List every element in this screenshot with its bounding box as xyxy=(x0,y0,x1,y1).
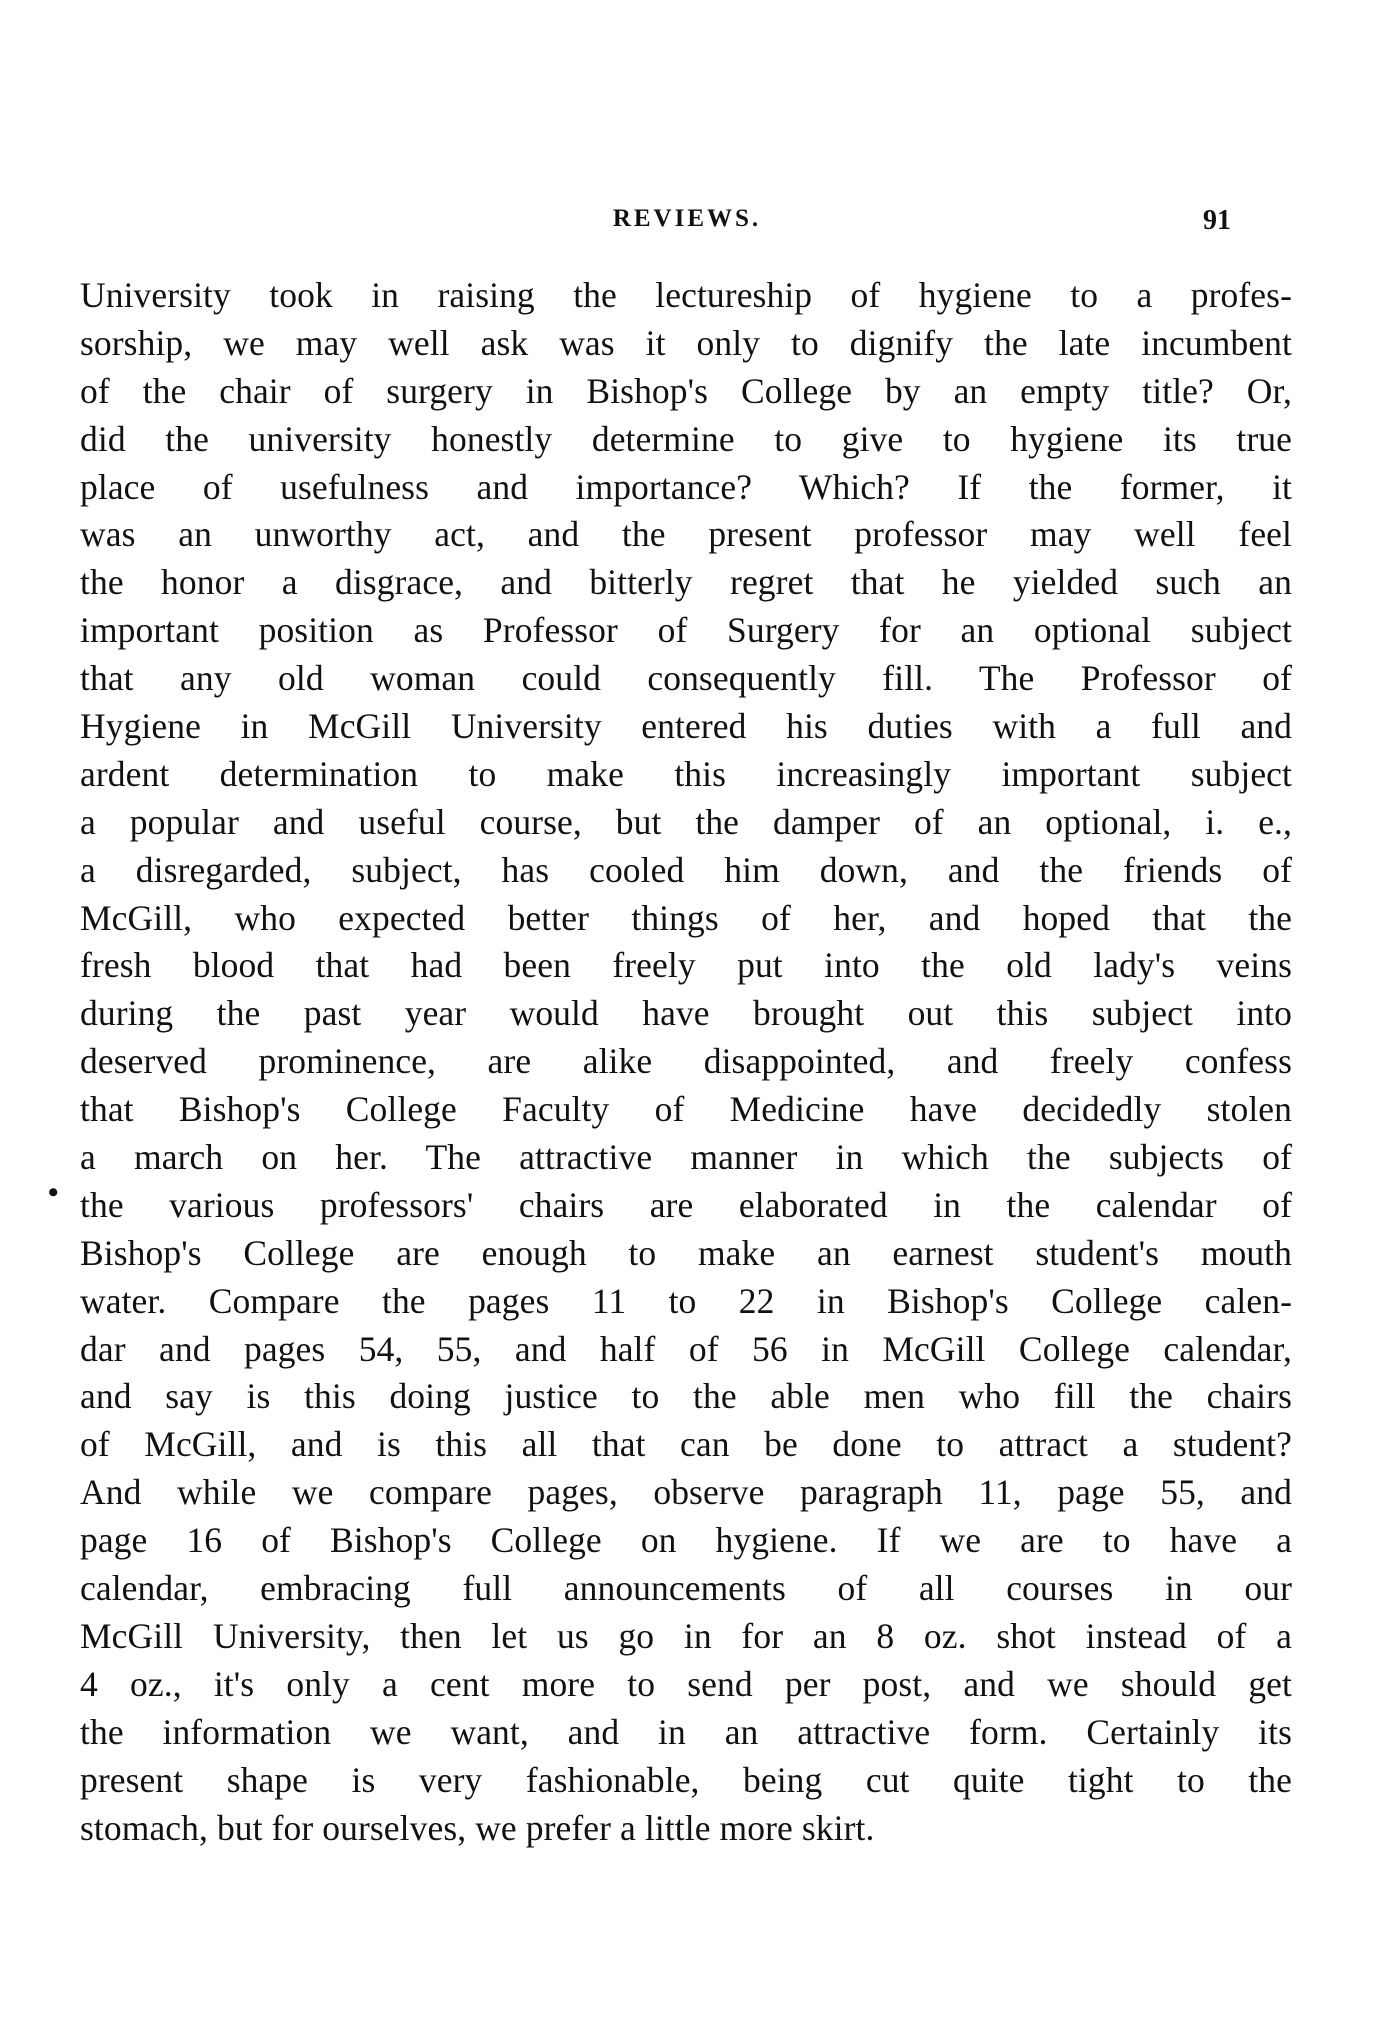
text-line: a march on her. The attractive manner in which the subjects of xyxy=(80,1137,1292,1178)
text-line: And while we compare pages, observe paragraph 11, page 55, and xyxy=(80,1472,1292,1513)
running-title: REVIEWS. xyxy=(612,205,762,232)
text-line: ardent determination to make this increasingly important subject xyxy=(80,753,1292,794)
text-line: that Bishop's College Faculty of Medicine have decidedly stolen xyxy=(80,1089,1292,1130)
text-line: water. Compare the pages 11 to 22 in Bishop's College calen- xyxy=(80,1280,1292,1321)
text-line: and say is this doing justice to the able men who fill the chairs xyxy=(80,1376,1292,1417)
text-line: the various professors' chairs are elaborated in the calendar of xyxy=(80,1184,1292,1225)
text-line: the information we want, and in an attractive form. Certainly its xyxy=(80,1711,1292,1752)
text-line: University took in raising the lectureship of hygiene to a profes- xyxy=(80,275,1292,315)
text-line: a disregarded, subject, has cooled him down, and the friends of xyxy=(80,849,1292,890)
text-line: did the university honestly determine to give to hygiene its true xyxy=(80,418,1292,459)
text-line: of the chair of surgery in Bishop's College by an empty title? Or, xyxy=(80,370,1292,411)
text-line: present shape is very fashionable, being cut quite tight to the xyxy=(80,1759,1292,1800)
text-line: 4 oz., it's only a cent more to send per post, and we should get xyxy=(80,1663,1292,1704)
text-line: important position as Professor of Surgery for an optional subject xyxy=(80,610,1292,651)
text-line: page 16 of Bishop's College on hygiene. If we are to have a xyxy=(80,1520,1292,1561)
text-line: McGill, who expected better things of her, and hoped that the xyxy=(80,897,1292,938)
text-line: calendar, embracing full announcements of all courses in our xyxy=(80,1568,1292,1609)
text-line: sorship, we may well ask was it only to dignify the late incumbent xyxy=(80,322,1292,363)
text-line: the honor a disgrace, and bitterly regret that he yielded such an xyxy=(80,562,1292,603)
text-line: McGill University, then let us go in for an 8 oz. shot instead of a xyxy=(80,1615,1292,1656)
page-number: 91 xyxy=(1203,205,1231,236)
text-line-last: stomach, but for ourselves, we prefer a little more skirt. xyxy=(80,1807,875,1848)
body-text xyxy=(80,272,1292,1852)
text-line: of McGill, and is this all that can be done to attract a student? xyxy=(80,1424,1292,1465)
margin-mark: • xyxy=(48,1176,59,1209)
text-line: dar and pages 54, 55, and half of 56 in McGill College calendar, xyxy=(80,1328,1292,1369)
text-line: was an unworthy act, and the present professor may well feel xyxy=(80,514,1292,555)
text-line: place of usefulness and importance? Which? If the former, it xyxy=(80,466,1292,507)
text-line: that any old woman could consequently fill. The Professor of xyxy=(80,658,1292,699)
text-line: a popular and useful course, but the damper of an optional, i. e., xyxy=(80,801,1292,842)
text-line: fresh blood that had been freely put into the old lady's veins xyxy=(80,945,1292,986)
text-line: Hygiene in McGill University entered his duties with a full and xyxy=(80,706,1292,747)
text-line: Bishop's College are enough to make an earnest student's mouth xyxy=(80,1232,1292,1273)
running-head xyxy=(0,205,1374,245)
text-line: during the past year would have brought out this subject into xyxy=(80,993,1292,1034)
text-line: deserved prominence, are alike disappointed, and freely confess xyxy=(80,1041,1292,1082)
